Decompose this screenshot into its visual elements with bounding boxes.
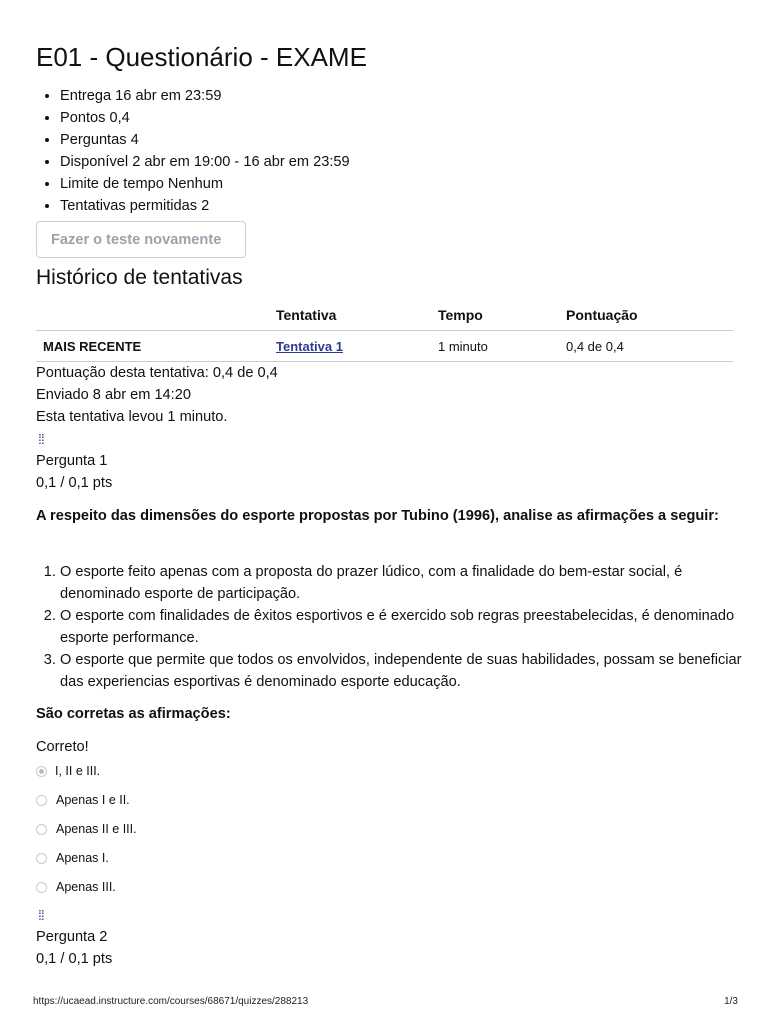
radio-icon[interactable]	[36, 882, 47, 893]
row-attempt-cell	[276, 331, 438, 362]
question-1-prompt: São corretas as afirmações:	[36, 706, 231, 722]
question-1-label: Pergunta 1	[36, 453, 108, 469]
answer-option-label: Apenas I.	[56, 851, 109, 865]
print-footer	[33, 996, 738, 1007]
answer-option-2[interactable]	[36, 793, 130, 807]
attempt-submitted: Enviado 8 abr em 14:20	[36, 387, 191, 403]
answer-option-4[interactable]	[36, 851, 109, 865]
attempt-summary	[36, 362, 278, 428]
answer-option-1[interactable]	[36, 764, 100, 778]
attempt-score: Pontuação desta tentativa: 0,4 de 0,4	[36, 365, 278, 381]
drag-handle-icon: ⁞⁞	[38, 431, 44, 447]
radio-icon[interactable]	[36, 795, 47, 806]
header-attempt: Tentativa	[276, 300, 438, 331]
answer-option-label: Apenas II e III.	[56, 822, 137, 836]
row-label: MAIS RECENTE	[36, 331, 276, 362]
radio-icon[interactable]	[36, 824, 47, 835]
attempt-link[interactable]: Tentativa 1	[276, 338, 343, 354]
question-2-label: Pergunta 2	[36, 929, 108, 945]
radio-selected-icon[interactable]	[36, 766, 47, 777]
print-page-number: 1/3	[724, 996, 738, 1007]
attempt-history-title: Histórico de tentativas	[36, 266, 243, 289]
answer-option-label: Apenas I e II.	[56, 793, 130, 807]
drag-handle-icon: ⁞⁞	[38, 907, 44, 923]
answer-option-label: I, II e III.	[55, 764, 101, 778]
detail-due: • Entrega 16 abr em 23:59	[60, 85, 350, 107]
answer-result: Correto!	[36, 739, 89, 755]
table-header-row	[36, 300, 733, 331]
answer-option-3[interactable]	[36, 822, 137, 836]
header-time: Tempo	[438, 300, 566, 331]
statement-2: 2. O esporte com finalidades de êxitos esportivos e é exercido sob regras preestabelecidas, é denominado esporte performance.	[60, 605, 750, 649]
quiz-details	[42, 85, 350, 217]
detail-available: • Disponível 2 abr em 19:00 - 16 abr em 23:59	[60, 151, 350, 173]
question-1-statements	[42, 561, 750, 693]
row-time: 1 minuto	[438, 331, 566, 362]
statement-3: 3. O esporte que permite que todos os envolvidos, independente de suas habilidades, possam se beneficiar das experiencias esportivas é denominado esporte educação.	[60, 649, 750, 693]
header-empty	[36, 300, 276, 331]
detail-time-limit: • Limite de tempo Nenhum	[60, 173, 350, 195]
print-url: https://ucaead.instructure.com/courses/68671/quizzes/288213	[33, 996, 309, 1007]
question-1-points: 0,1 / 0,1 pts	[36, 475, 113, 491]
row-score: 0,4 de 0,4	[566, 331, 733, 362]
radio-icon[interactable]	[36, 853, 47, 864]
retake-quiz-button[interactable]: Fazer o teste novamente	[36, 221, 246, 258]
attempt-history-table	[36, 300, 733, 362]
header-score: Pontuação	[566, 300, 733, 331]
page-title: E01 - Questionário - EXAME	[36, 42, 367, 72]
question-2-points: 0,1 / 0,1 pts	[36, 951, 113, 967]
attempt-duration: Esta tentativa levou 1 minuto.	[36, 409, 228, 425]
table-row	[36, 331, 733, 362]
answer-option-5[interactable]	[36, 880, 116, 894]
answer-option-label: Apenas III.	[56, 880, 116, 894]
statement-1: 1. O esporte feito apenas com a proposta do prazer lúdico, com a finalidade do bem-estar social, é denominado esporte de participação.	[60, 561, 750, 605]
detail-attempts: • Tentativas permitidas 2	[60, 195, 350, 217]
detail-questions: • Perguntas 4	[60, 129, 350, 151]
question-1-text: A respeito das dimensões do esporte propostas por Tubino (1996), analise as afirmações a seguir:	[36, 508, 719, 524]
detail-points: • Pontos 0,4	[60, 107, 350, 129]
